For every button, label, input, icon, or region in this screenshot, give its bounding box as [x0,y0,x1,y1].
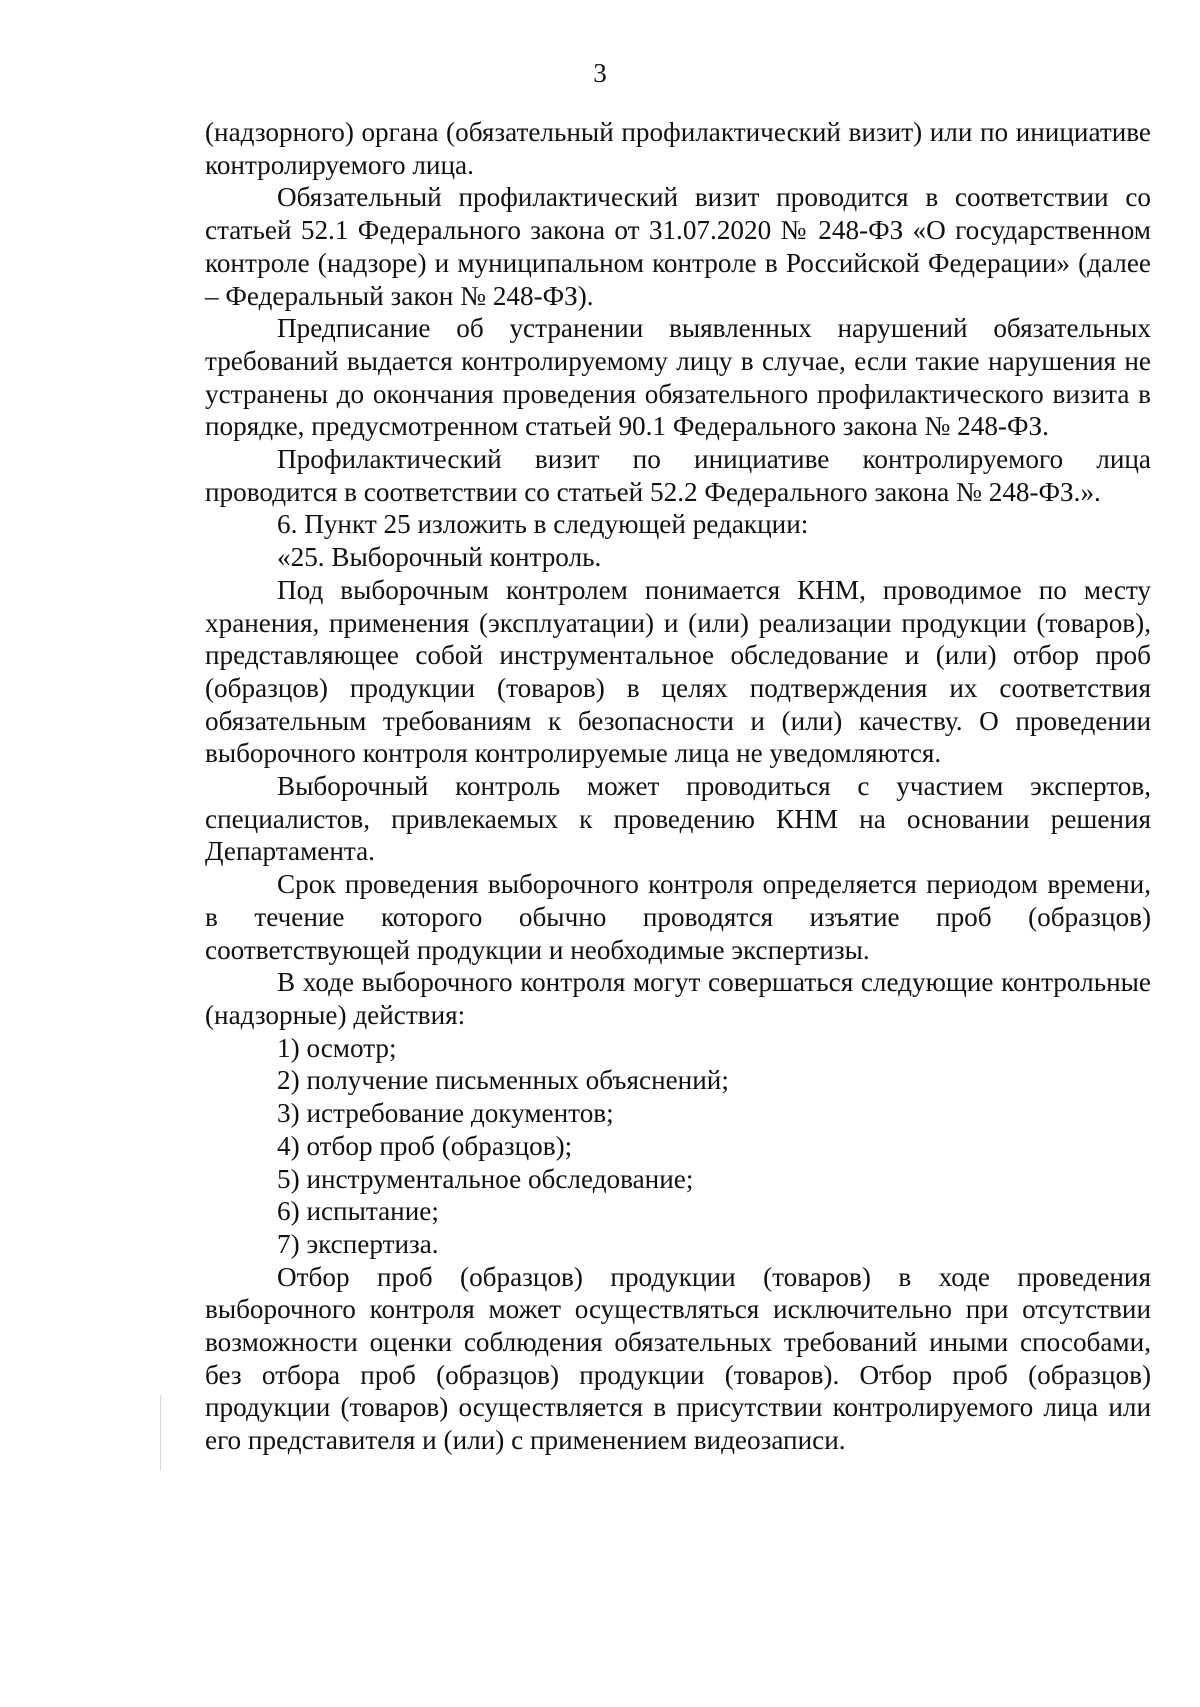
list-item: 4) отбор проб (образцов); [277,1130,573,1161]
list-item: 1) осмотр; [277,1032,397,1063]
paragraph-term: Срок проведения выборочного контроля определяется периодом времени, в течение которого обычно проводятся изъятие проб (образцов) соответствующей продукции и необходимые экспертизы. [205,869,1151,965]
scan-margin-mark [160,1395,161,1470]
paragraph-continuation: (надзорного) органа (обязательный профилактический визит) или по инициативе контролируемого лица. [205,117,1151,180]
paragraph-prescription: Предписание об устранении выявленных нарушений обязательных требований выдается контролируемому лицу в случае, если такие нарушения не устранены до окончания проведения обязательного профилактического визита в порядке, предусмотренном статьей 90.1 Федерального закона № 248-ФЗ. [205,313,1151,442]
document-body [205,116,1151,1457]
paragraph-item-6: 6. Пункт 25 изложить в следующей редакции: [277,509,809,540]
paragraph-actions-intro: В ходе выборочного контроля могут совершаться следующие контрольные (надзорные) действия: [205,967,1151,1030]
paragraph-experts: Выборочный контроль может проводиться с участием экспертов, специалистов, привлекаемых к проведению КНМ на основании решения Департамента. [205,771,1151,867]
paragraph-sampling: Отбор проб (образцов) продукции (товаров) в ходе проведения выборочного контроля может осуществляться исключительно при отсутствии возможности оценки соблюдения обязательных требований иными способами, без отбора проб (образцов) продукции (товаров). Отбор проб (образцов) продукции (товаров) осуществляется в присутствии контролируемого лица или его представителя и (или) с применением видеозаписи. [205,1261,1151,1456]
paragraph-selective-control-definition: Под выборочным контролем понимается КНМ, проводимое по месту хранения, применения (эксплуатации) и (или) реализации продукции (товаров), представляющее собой инструментальное обследование и (или) отбор проб (образцов) продукции (товаров) в целях подтверждения их соответствия обязательным требованиям к безопасности и (или) качеству. О проведении выборочного контроля контролируемые лица не уведомляются. [205,574,1151,769]
list-item: 3) истребование документов; [277,1098,614,1129]
page-number: 3 [593,58,607,88]
list-item: 7) экспертиза. [277,1228,439,1259]
actions-list [205,1032,1151,1261]
paragraph-section-25-title: «25. Выборочный контроль. [277,542,602,573]
list-item: 6) испытание; [277,1196,439,1227]
list-item: 2) получение письменных объяснений; [277,1065,729,1096]
paragraph-mandatory-visit: Обязательный профилактический визит проводится в соответствии со статьей 52.1 Федерального закона от 31.07.2020 № 248-ФЗ «О государственном контроле (надзоре) и муниципальном контроле в Российской Федерации» (далее – Федеральный закон № 248-ФЗ). [205,182,1151,311]
list-item: 5) инструментальное обследование; [277,1163,694,1194]
paragraph-initiative-visit: Профилактический визит по инициативе контролируемого лица проводится в соответствии со статьей 52.2 Федерального закона № 248-ФЗ.». [205,444,1151,507]
